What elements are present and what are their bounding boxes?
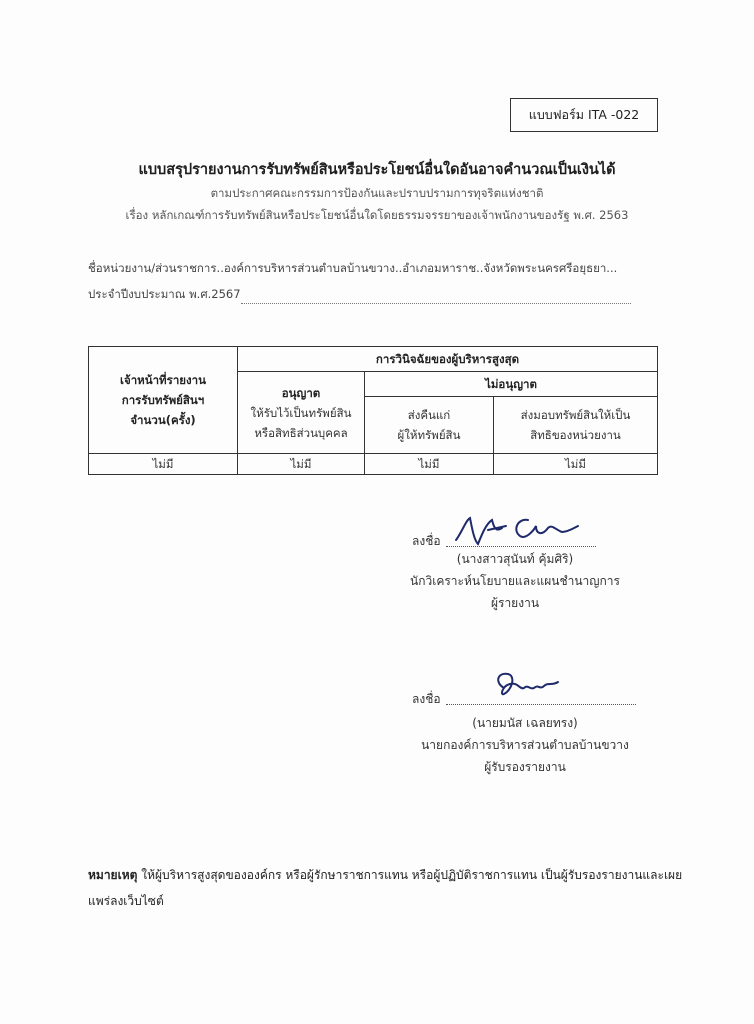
signer2-dotted-line [446,704,636,705]
signer2-role: ผู้รับรองรายงาน [484,760,566,774]
budget-line [88,286,631,304]
deny-return-line: ผู้ให้ทรัพย์สิน [397,428,461,442]
deny-header-cell: ไม่อนุญาต [365,372,658,397]
signer2-position: นายกองค์การบริหารส่วนตำบลบ้านขวาง [421,738,629,752]
document-subject: เรื่อง หลักเกณฑ์การรับทรัพย์สินหรือประโยชน์อื่นใดโดยธรรมจรรยาของเจ้าพนักงานของรัฐ พ.ศ. 2563 [125,208,629,222]
signer1-position: นักวิเคราะห์นโยบายและแผนชำนาญการ [410,574,620,588]
table-row [89,454,658,475]
footnote-label: หมายเหตุ [88,868,138,882]
signer1-label: ลงชื่อ [412,534,441,548]
table-cell: ไม่มี [365,454,494,475]
officer-header-line: จำนวน(ครั้ง) [130,413,196,427]
agency-text: ชื่อหน่วยงาน/ส่วนราชการ..องค์การบริหารส่วนตำบลบ้านขวาง..อำเภอมหาราช..จังหวัดพระนครศรีอยุธยา... [88,261,618,275]
signer2-name: (นายมนัส เฉลยทรง) [472,716,578,730]
signer2-label: ลงชื่อ [412,692,441,706]
approve-cell [238,372,365,454]
signature-2-icon [490,668,570,702]
document-title: แบบสรุปรายงานการรับทรัพย์สินหรือประโยชน์อื่นใดอันอาจคำนวณเป็นเงินได้ [138,162,616,178]
table-cell: ไม่มี [238,454,365,475]
approve-header: อนุญาต [281,385,321,400]
deny-return-cell [365,397,494,454]
approve-sub-line: หรือสิทธิส่วนบุคคล [254,425,348,440]
decision-header-cell: การวินิจฉัยของผู้บริหารสูงสุด [238,347,658,372]
agency-line [88,260,617,278]
signer1-block [400,548,630,614]
table-cell: ไม่มี [494,454,658,475]
footnote-text: ให้ผู้บริหารสูงสุดขององค์กร หรือผู้รักษาราชการแทน หรือผู้ปฏิบัติราชการแทน เป็นผู้รับรองรายงานและเผยแพร่ลงเว็บไซต์ [88,868,683,908]
approve-sub-line: ให้รับไว้เป็นทรัพย์สิน [250,405,352,420]
signature-1-icon [452,510,582,550]
officer-header-line: เจ้าหน้าที่รายงาน [120,373,206,387]
form-code-box: แบบฟอร์ม ITA -022 [510,98,658,132]
budget-text: ประจำปีงบประมาณ พ.ศ.2567 [88,287,241,301]
budget-dotted-line [241,302,631,304]
summary-table [88,346,658,475]
officer-header-cell [89,347,238,454]
deny-deliver-line: สิทธิของหน่วยงาน [530,428,621,442]
signer1-role: ผู้รายงาน [490,596,540,610]
signer2-block [400,712,650,778]
deny-deliver-line: ส่งมอบทรัพย์สินให้เป็น [520,408,631,422]
footnote [88,862,688,914]
officer-header-line: การรับทรัพย์สินฯ [121,393,205,407]
deny-return-line: ส่งคืนแก่ [407,408,451,422]
document-subtitle: ตามประกาศคณะกรรมการป้องกันและปราบปรามการทุจริตแห่งชาติ [210,186,544,200]
deny-deliver-cell [494,397,658,454]
table-cell: ไม่มี [89,454,238,475]
signer1-name: (นางสาวสุนันท์ คุ้มศิริ) [456,552,574,566]
